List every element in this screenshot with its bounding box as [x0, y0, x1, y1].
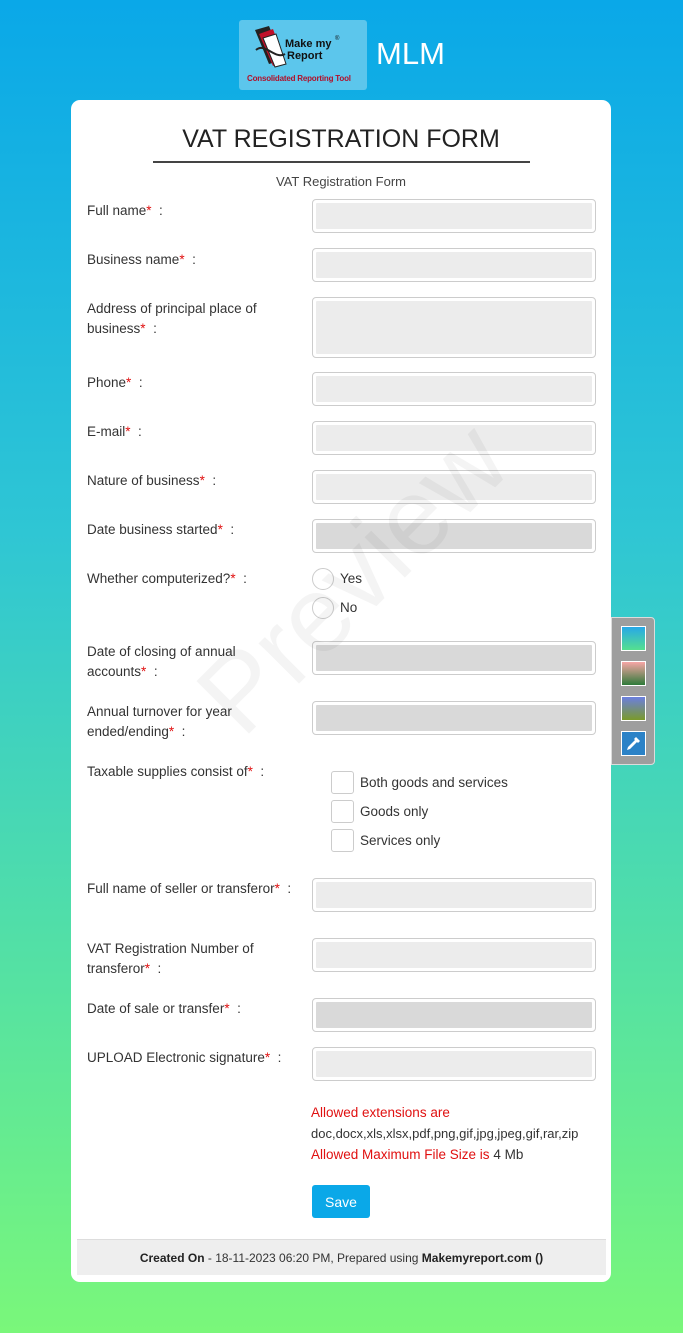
phone-input[interactable]: [312, 372, 596, 406]
vat-registration-number-label: VAT Registration Number of transferor* :: [87, 941, 254, 976]
date-business-started-label: Date business started* :: [87, 522, 235, 537]
radio-yes[interactable]: [312, 568, 334, 590]
email-label: E-mail* :: [87, 424, 142, 439]
theme-panel: [611, 617, 655, 765]
business-name-input[interactable]: [312, 248, 596, 282]
pink-green-theme-swatch[interactable]: [621, 661, 646, 686]
date-of-sale-label: Date of sale or transfer* :: [87, 1001, 241, 1016]
form-subtitle: VAT Registration Form: [275, 174, 407, 189]
logo-tagline: Consolidated Reporting Tool: [247, 74, 351, 83]
date-closing-accounts-label: Date of closing of annual accounts* :: [87, 644, 236, 679]
phone-label: Phone* :: [87, 375, 143, 390]
footer-created-label: Created On: [139, 1251, 205, 1265]
allowed-extensions-label: Allowed extensions are: [311, 1105, 450, 1120]
footer-created-text: - 18-11-2023 06:20 PM, Prepared using: [204, 1251, 422, 1265]
footer: [77, 1239, 606, 1275]
annual-turnover-input[interactable]: [312, 701, 596, 735]
computerized-label: Whether computerized?* :: [87, 571, 247, 586]
date-closing-accounts-input[interactable]: [312, 641, 596, 675]
brand-name: MLM: [376, 36, 445, 71]
full-name-label: Full name* :: [87, 203, 163, 218]
seller-name-input[interactable]: [312, 878, 596, 912]
date-business-started-input[interactable]: [312, 519, 596, 553]
eyedropper-icon[interactable]: [621, 731, 646, 756]
checkbox-both-label: Both goods and services: [360, 775, 508, 790]
logo-registered-mark: ®: [335, 36, 340, 42]
radio-no-label: No: [340, 600, 358, 615]
purple-olive-theme-swatch[interactable]: [621, 696, 646, 721]
nature-of-business-input[interactable]: [312, 470, 596, 504]
full-name-input[interactable]: [312, 199, 596, 233]
email-input[interactable]: [312, 421, 596, 455]
checkbox-services[interactable]: [331, 829, 354, 852]
checkbox-goods[interactable]: [331, 800, 354, 823]
title-divider: [153, 161, 530, 163]
date-of-sale-input[interactable]: [312, 998, 596, 1032]
checkbox-services-label: Services only: [360, 833, 441, 848]
save-button[interactable]: Save: [312, 1185, 370, 1218]
checkbox-both[interactable]: [331, 771, 354, 794]
logo-text-line1: Make my: [285, 38, 332, 50]
radio-yes-label: Yes: [340, 571, 363, 586]
allowed-extensions-list: doc,docx,xls,xlsx,pdf,png,gif,jpg,jpeg,gif,rar,zip: [311, 1126, 579, 1141]
logo-text-line2: Report: [287, 50, 323, 62]
radio-no[interactable]: [312, 597, 334, 619]
upload-signature-input[interactable]: [312, 1047, 596, 1081]
address-textarea[interactable]: [312, 297, 596, 358]
logo: [239, 20, 367, 90]
checkbox-goods-label: Goods only: [360, 804, 429, 819]
address-label: Address of principal place of business* :: [87, 301, 257, 336]
upload-signature-label: UPLOAD Electronic signature* :: [87, 1050, 282, 1065]
nature-of-business-label: Nature of business* :: [87, 473, 217, 488]
business-name-label: Business name* :: [87, 252, 196, 267]
annual-turnover-label: Annual turnover for year ended/ending* :: [87, 704, 232, 739]
form-card: [71, 100, 611, 1282]
vat-registration-number-input[interactable]: [312, 938, 596, 972]
blue-green-theme-swatch[interactable]: [621, 626, 646, 651]
form-title: VAT REGISTRATION FORM: [182, 125, 500, 153]
taxable-supplies-label: Taxable supplies consist of* :: [87, 764, 265, 779]
max-file-size: Allowed Maximum File Size is 4 Mb: [311, 1147, 524, 1162]
footer-site-link[interactable]: Makemyreport.com (): [421, 1251, 544, 1265]
seller-name-label: Full name of seller or transferor* :: [87, 881, 292, 896]
